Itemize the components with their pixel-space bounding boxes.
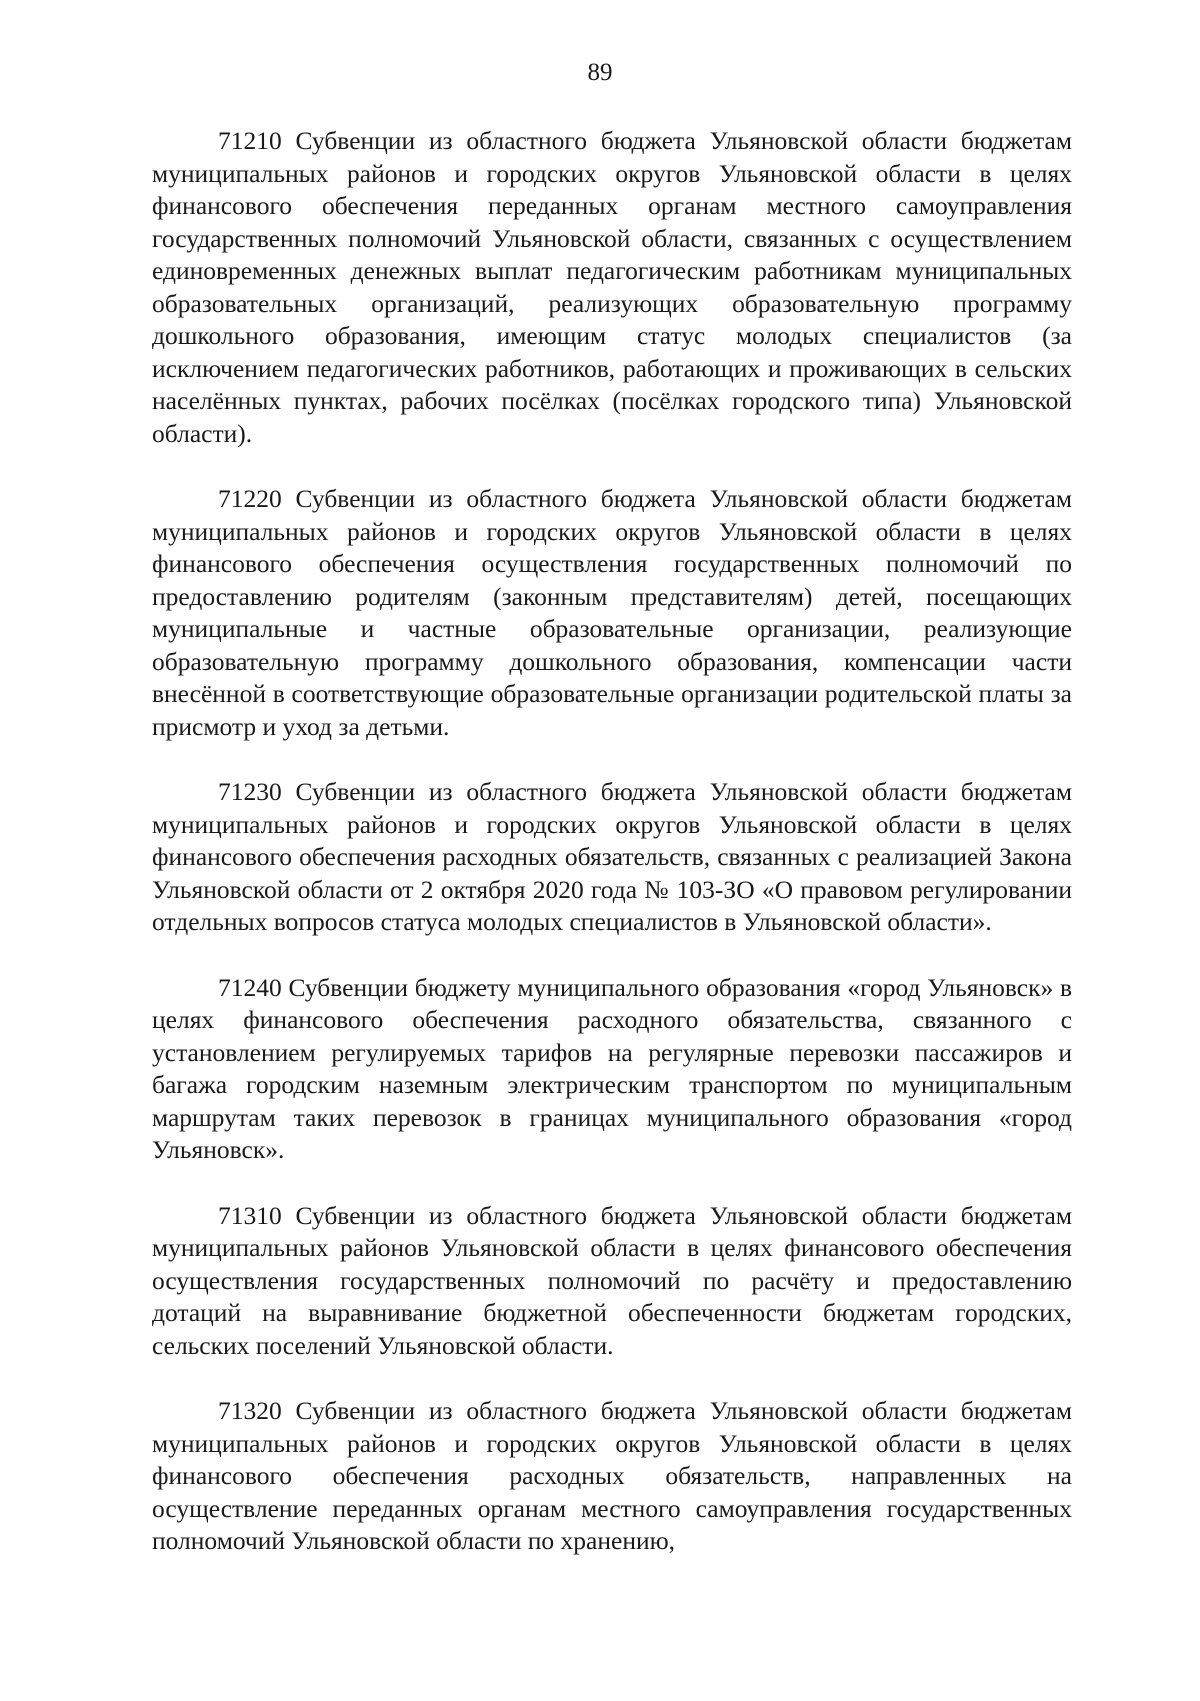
paragraph-71310: 71310 Субвенции из областного бюджета Ульяновской области бюджетам муниципальных районов Ульяновской области в целях финансового обеспечения осуществления государственных полномочий по расчёту и предоставлению дотаций на выравнивание бюджетной обеспеченности бюджетам городских, сельских поселений Ульяновской области. [152, 1200, 1072, 1360]
paragraph-71240: 71240 Субвенции бюджету муниципального образования «город Ульяновск» в целях финансового обеспечения расходного обязательства, связанного с установлением регулируемых тарифов на регулярные перевозки пассажиров и багажа городским наземным электрическим транспортом по муниципальным маршрутам таких перевозок в границах муниципального образования «город Ульяновск». [152, 972, 1072, 1164]
paragraph-71220: 71220 Субвенции из областного бюджета Ульяновской области бюджетам муниципальных районов и городских округов Ульяновской области в целях финансового обеспечения осуществления государственных полномочий по предоставлению родителям (законным представителям) детей, посещающих муниципальные и частные образовательные организации, реализующие образовательную программу дошкольного образования, компенсации части внесённой в соответствующие образовательные организации родительской платы за присмотр и уход за детьми. [152, 484, 1072, 741]
paragraph-71320: 71320 Субвенции из областного бюджета Ульяновской области бюджетам муниципальных районов и городских округов Ульяновской области в целях финансового обеспечения расходных обязательств, направленных на осуществление переданных органам местного самоуправления государственных полномочий Ульяновской области по хранению, [152, 1396, 1072, 1555]
page-number: 89 [587, 59, 613, 86]
document-body [152, 125, 1072, 1591]
paragraph-71230: 71230 Субвенции из областного бюджета Ульяновской области бюджетам муниципальных районов и городских округов Ульяновской области в целях финансового обеспечения расходных обязательств, связанных с реализацией Закона Ульяновской области от 2 октября 2020 года № 103-ЗО «О правовом регулировании отдельных вопросов статуса молодых специалистов в Ульяновской области». [152, 777, 1072, 936]
paragraph-71210: 71210 Субвенции из областного бюджета Ульяновской области бюджетам муниципальных районов и городских округов Ульяновской области в целях финансового обеспечения переданных органам местного самоуправления государственных полномочий Ульяновской области, связанных с осуществлением единовременных денежных выплат педагогическим работникам муниципальных образовательных организаций, реализующих образовательную программу дошкольного образования, имеющим статус молодых специалистов (за исключением педагогических работников, работающих и проживающих в сельских населённых пунктах, рабочих посёлках (посёлках городского типа) Ульяновской области). [152, 126, 1072, 448]
